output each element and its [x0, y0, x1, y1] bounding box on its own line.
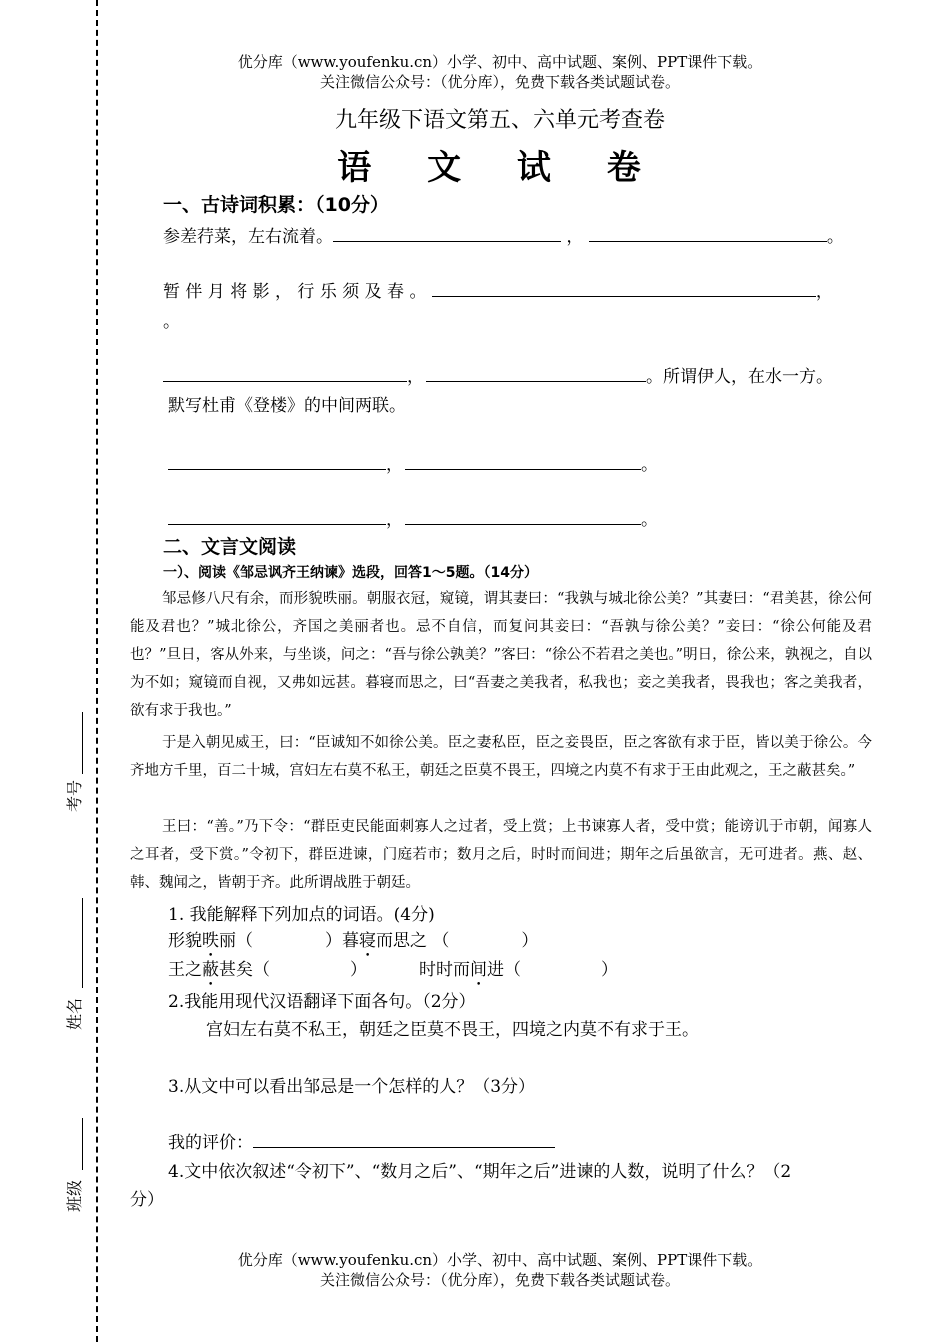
- header-line-1: 优分库（www.youfenku.cn）小学、初中、高中试题、案例、PPT课件下载。: [237, 53, 763, 71]
- poem-q2-blank[interactable]: [432, 280, 816, 297]
- q1a-pre: 形貌: [168, 931, 202, 951]
- q1d-post: 进（: [487, 960, 521, 980]
- question-2: 2.我能用现代汉语翻译下面各句。（2分）: [168, 992, 476, 1012]
- poem-q2-prefix: 暂 伴 月 将 影 ， 行 乐 须 及 春 。: [163, 282, 427, 302]
- evaluation-blank[interactable]: [253, 1131, 555, 1148]
- exam-number-label: 考号: [65, 779, 84, 812]
- q1b-close: ）: [521, 931, 539, 951]
- q1a-close: ）: [325, 931, 342, 951]
- poem-q4-blank-d[interactable]: [405, 508, 641, 525]
- poem-q1-prefix: 参差荇菜，左右流着。: [163, 227, 333, 247]
- poem-q1-blank-b[interactable]: [589, 225, 827, 242]
- q1c-dotted-word: 蔽: [202, 960, 219, 980]
- poem-q4-end-1: 。: [641, 455, 658, 475]
- poem-q1: [163, 222, 844, 247]
- section1-heading: 一、古诗词积累：（10分）: [163, 194, 389, 216]
- exam-number-blank: [82, 712, 83, 774]
- section2-subheading: 一）、阅读《邹忌讽齐王纳谏》选段，回答1～5题。（14分）: [163, 565, 538, 581]
- passage-paragraph-1: 邹忌修八尺有余，而形貌昳丽。朝服衣冠，窥镜，谓其妻曰：“我孰与城北徐公美？”其妻曰：“君美甚，徐公何能及君也？”城北徐公，齐国之美丽者也。忌不自信，而复问其妾曰：“吾孰与徐公美？”妾曰：“徐公何能及君也？”旦日，客从外来，与坐谈，问之：“吾与徐公孰美？”客曰：“徐公不若君之美也。”明日，徐公来，孰视之，自以为不如；窥镜而自视，又弗如远甚。暮寝而思之，曰“吾妻之美我者，私我也；妾之美我者，畏我也；客之美我者，欲有求于我也。”: [130, 591, 872, 719]
- poem-q4-blank-a[interactable]: [168, 453, 386, 470]
- q1a-dotted-word: 昳: [202, 931, 219, 951]
- binding-dashed-line: [96, 0, 98, 1342]
- header-line-2: 关注微信公众号：（优分库），免费下载各类试题试卷。: [319, 73, 680, 91]
- poem-q4-sep-1: ，: [386, 455, 403, 475]
- section2-heading: 二、文言文阅读: [163, 536, 297, 558]
- question-4-cont: 分）: [130, 1190, 164, 1210]
- poem-q4-end-2: 。: [641, 510, 658, 530]
- footer-line-1: 优分库（www.youfenku.cn）小学、初中、高中试题、案例、PPT课件下载。: [237, 1251, 763, 1269]
- q1d-pre: 时时而: [419, 960, 470, 980]
- passage-paragraph-3: 王曰：“善。”乃下令：“群臣吏民能面刺寡人之过者，受上赏；上书谏寡人者，受中赏；能谤讥于市朝，闻寡人之耳者，受下赏。”令初下，群臣进谏，门庭若市；数月之后，时时而间进；期年之后虽欲言，无可进者。燕、赵、韩、魏闻之，皆朝于齐。此所谓战胜于朝廷。: [130, 819, 872, 891]
- name-label: 姓名: [65, 997, 84, 1030]
- q1c-post: 甚矣（: [219, 960, 270, 980]
- passage-paragraph-2: 于是入朝见威王，曰：“臣诚知不如徐公美。臣之妻私臣，臣之妾畏臣，臣之客欲有求于臣，皆以美于徐公。今齐地方千里，百二十城，宫妇左右莫不私王，朝廷之臣莫不畏王，四境之内莫不有求于王由此观之，王之蔽甚矣。”: [130, 735, 872, 779]
- q1d-close: ）: [601, 960, 618, 980]
- class-label: 班级: [65, 1179, 84, 1212]
- poem-q3-blank-a[interactable]: [163, 365, 407, 382]
- question-2-text: 宫妇左右莫不私王，朝廷之臣莫不畏王，四境之内莫不有求于王。: [206, 1020, 699, 1040]
- q1b-post: 而思之 （: [376, 931, 450, 951]
- poem-q3-sep: ，: [407, 367, 424, 387]
- poem-q4-blank-b[interactable]: [405, 453, 641, 470]
- poem-q4-blank-c[interactable]: [168, 508, 386, 525]
- question-3: 3.从文中可以看出邹忌是一个怎样的人？（3分）: [168, 1077, 536, 1097]
- name-blank: [82, 898, 83, 988]
- question-4: 4.文中依次叙述“令初下”、“数月之后”、“期年之后”进谏的人数，说明了什么？（2: [168, 1162, 792, 1182]
- evaluation-label: 我的评价：: [168, 1133, 253, 1153]
- q1c-pre: 王之: [168, 960, 202, 980]
- poem-q1-blank-a[interactable]: [333, 225, 561, 242]
- footer-line-2: 关注微信公众号：（优分库），免费下载各类试题试卷。: [319, 1271, 680, 1289]
- poem-q4-text: 默写杜甫《登楼》的中间两联。: [168, 396, 406, 416]
- poem-q3-blank-b[interactable]: [426, 365, 646, 382]
- poem-q1-sep: ，: [566, 227, 584, 247]
- poem-q4-sep-2: ，: [386, 510, 403, 530]
- question-1-row-2: [168, 955, 618, 990]
- q1b-dotted-word: 寝: [359, 931, 376, 951]
- q1c-close: ）: [350, 960, 367, 980]
- q1d-dotted-word: 间: [470, 960, 487, 980]
- poem-q4-line2: [168, 505, 658, 530]
- poem-q3-end: 。所谓伊人，在水一方。: [646, 367, 833, 387]
- question-3-evaluation: [168, 1128, 555, 1153]
- class-blank: [82, 1118, 83, 1170]
- poem-q2: [163, 277, 833, 302]
- question-1: 1. 我能解释下列加点的词语。(4分): [168, 905, 435, 925]
- poem-q3: [163, 362, 833, 387]
- poem-q1-end: 。: [826, 227, 844, 247]
- poem-q2-cont: 。: [163, 312, 180, 332]
- poem-q2-end: ，: [815, 282, 833, 302]
- exam-subtitle: 九年级下语文第五、六单元考查卷: [334, 108, 665, 133]
- poem-q4-line1: [168, 450, 658, 475]
- exam-title: 语 文 试 卷: [337, 148, 663, 188]
- q1b-pre: 暮: [342, 931, 359, 951]
- q1a-post: 丽（: [219, 931, 253, 951]
